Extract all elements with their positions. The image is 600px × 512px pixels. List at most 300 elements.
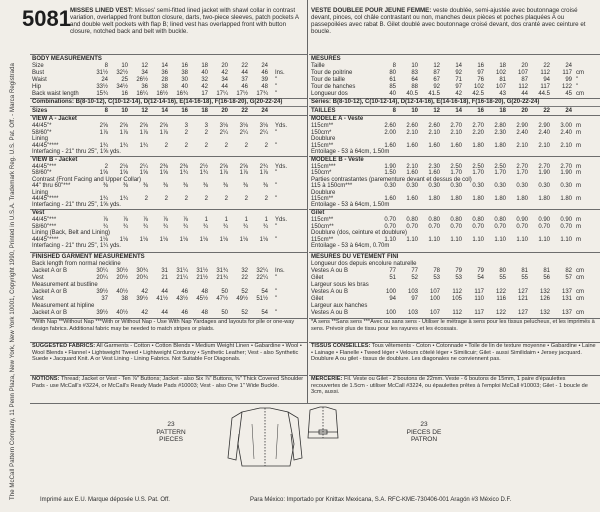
cell-value: 34 xyxy=(221,77,228,83)
cell-value: 1 xyxy=(224,217,228,223)
unit-label: m xyxy=(576,236,581,243)
cell-value: 87 xyxy=(521,77,528,83)
divider xyxy=(309,252,600,253)
cell-value: 17¾ xyxy=(256,91,268,97)
cell-value: 2 xyxy=(184,129,188,136)
cell-value: 1.10 xyxy=(406,236,418,243)
cell-value: 16¼ xyxy=(136,91,148,97)
cell-value: 2 xyxy=(204,196,208,202)
row-label: Tour de hanches xyxy=(311,84,356,90)
cell-value: 41½ xyxy=(156,296,168,302)
cell-value: ⅞ xyxy=(142,217,148,223)
cell-value: 1.60 xyxy=(450,142,462,149)
unit-label: " xyxy=(275,223,278,230)
cell-value: 83 xyxy=(411,70,418,76)
cell-value: 71 xyxy=(455,77,462,83)
cell-value: 0.80 xyxy=(472,217,484,223)
cell-value: 1¾ xyxy=(99,142,108,149)
cell-value: 16 xyxy=(181,63,188,69)
size-value: 12 xyxy=(141,108,148,114)
en-pieces-count: 23 xyxy=(167,421,175,428)
cell-value: 52 xyxy=(411,275,418,281)
cell-value: 47½ xyxy=(216,296,228,302)
row-label: 115cm** xyxy=(311,123,334,129)
cell-value: 1.80 xyxy=(472,142,484,149)
cell-value: 2.70 xyxy=(450,123,462,129)
cell-value: 1.10 xyxy=(560,236,572,243)
cell-value: 53 xyxy=(455,275,462,281)
row-label: Tour de taille xyxy=(311,77,346,83)
cell-value: 40 xyxy=(389,91,396,97)
cell-value: 1.10 xyxy=(494,236,506,243)
cell-value: ⅞ xyxy=(182,217,188,223)
cell-value: 2.60 xyxy=(406,123,418,129)
size-value: 14 xyxy=(161,108,168,114)
cell-value: 132 xyxy=(539,310,550,316)
row-label: Largeur aux hanches xyxy=(311,303,368,309)
cell-value: 51½ xyxy=(256,296,268,302)
cell-value: ⅞ xyxy=(162,217,168,223)
sizes-label: TAILLES xyxy=(311,108,336,114)
cell-value: 1.80 xyxy=(516,196,528,202)
cell-value: 55 xyxy=(499,275,506,281)
cell-value: 94 xyxy=(389,296,396,302)
cell-value: 2.40 xyxy=(538,129,550,136)
cell-value: 20½ xyxy=(116,275,128,281)
cell-value: 103 xyxy=(407,289,418,295)
cell-value: 2⅝ xyxy=(219,164,228,170)
cell-value: 0.70 xyxy=(538,223,550,230)
cell-value: 17 xyxy=(201,91,208,97)
sizes-label: Sizes xyxy=(32,108,48,114)
cell-value: 21¼ xyxy=(176,275,188,281)
unit-label: m xyxy=(576,223,581,230)
cell-value: 0.30 xyxy=(538,183,550,190)
size-value: 16 xyxy=(477,108,484,114)
cell-value: 117 xyxy=(562,70,572,76)
cell-value: 48 xyxy=(201,289,208,295)
cell-value: 2 xyxy=(204,129,208,136)
unit-label: " xyxy=(275,170,278,177)
cell-value: 1¾ xyxy=(119,196,128,202)
fr-sens-note: *A sens **Sans sens ***Avec ou sans sens - Utiliser le métrage à sens pour les tissus pelucheux, et les imprimés à sens. Prévoir plus de tissu pour les rayures et les écossais. xyxy=(311,319,595,332)
cell-value: 2.40 xyxy=(516,129,528,136)
fr-pieces-label: PIECES DE PATRON xyxy=(406,428,442,443)
cell-value: 54 xyxy=(261,310,268,316)
cell-value: 0.70 xyxy=(406,223,418,230)
cell-value: 1.90 xyxy=(538,170,550,177)
unit-label: Ins. xyxy=(275,268,285,274)
row-label: 44" thru 60"*** xyxy=(32,183,71,190)
cell-value: 78 xyxy=(433,268,440,274)
cell-value: 3 xyxy=(184,123,188,129)
cell-value: 112 xyxy=(540,70,550,76)
cell-value: 67 xyxy=(433,77,440,83)
unit-label: cm xyxy=(576,91,584,97)
unit-label: m xyxy=(576,183,581,190)
cell-value: 2.10 xyxy=(406,164,418,170)
cell-value: 30½ xyxy=(116,268,128,274)
row-label: Interfacing - 21" thru 25", 1⅝ yds. xyxy=(32,202,121,209)
cell-value: ¾ xyxy=(182,223,188,230)
cell-value: 107 xyxy=(495,84,506,90)
cell-value: 81 xyxy=(543,268,550,274)
cell-value: 26½ xyxy=(136,77,148,83)
size-value: 14 xyxy=(455,108,462,114)
unit-label: " xyxy=(275,196,278,202)
size-value: 10 xyxy=(121,108,128,114)
cell-value: 2.40 xyxy=(560,129,572,136)
cell-value: 14 xyxy=(161,63,168,69)
cell-value: 1.10 xyxy=(472,236,484,243)
cell-value: 1⅞ xyxy=(139,129,148,136)
cell-value: 82 xyxy=(565,268,572,274)
cell-value: 41.5 xyxy=(428,91,440,97)
cell-value: 1.60 xyxy=(428,170,440,177)
cell-value: 1⅛ xyxy=(259,236,268,243)
cell-value: 2.50 xyxy=(450,164,462,170)
divider xyxy=(309,54,600,55)
cell-value: 0.90 xyxy=(560,217,572,223)
unit-label: " xyxy=(576,84,579,90)
en-notions-title: NOTIONS: xyxy=(32,376,60,382)
row-label: Waist xyxy=(32,77,47,83)
cell-value: 2.10 xyxy=(406,129,418,136)
cell-value: 22 xyxy=(543,63,550,69)
cell-value: 48 xyxy=(261,84,268,90)
unit-label: cm xyxy=(576,268,584,274)
cell-value: 42.5 xyxy=(472,91,484,97)
cell-value: 54 xyxy=(261,289,268,295)
fr-modele-a-title: MODELE A - Veste xyxy=(311,116,364,122)
cell-value: 1.80 xyxy=(560,196,572,202)
unit-label: m xyxy=(576,123,581,129)
cell-value: 1.50 xyxy=(384,170,396,177)
cell-value: 16½ xyxy=(156,91,168,97)
cell-value: 45½ xyxy=(196,296,208,302)
row-label: Doublure xyxy=(311,189,336,196)
row-label: 115 à 150cm*** xyxy=(311,183,353,190)
cell-value: 2⅝ xyxy=(239,164,248,170)
row-label: 150cm** xyxy=(311,223,334,230)
cell-value: 33½ xyxy=(96,84,108,90)
cell-value: 20¼ xyxy=(96,275,108,281)
cell-value: 2.50 xyxy=(472,164,484,170)
cell-value: 48 xyxy=(201,310,208,316)
cell-value: 2.60 xyxy=(384,123,396,129)
cell-value: 2.70 xyxy=(560,164,572,170)
cell-value: 0.30 xyxy=(560,183,572,190)
cell-value: 1.90 xyxy=(560,170,572,177)
cell-value: 100 xyxy=(385,289,396,295)
cell-value: 2 xyxy=(224,196,228,202)
row-label: Lining xyxy=(32,136,49,142)
fr-tissus-block xyxy=(311,343,596,363)
cell-value: 77 xyxy=(411,268,418,274)
cell-value: 1⅛ xyxy=(239,236,248,243)
cell-value: ¾ xyxy=(242,223,248,230)
cell-value: 1 xyxy=(244,217,248,223)
fr-tissus-title: TISSUS CONSEILLES: xyxy=(311,343,371,349)
cell-value: 0.70 xyxy=(494,223,506,230)
cell-value: 1⅞ xyxy=(259,170,268,177)
row-label: Jacket A or B xyxy=(32,268,68,274)
cell-value: 0.80 xyxy=(450,217,462,223)
cell-value: 85 xyxy=(389,84,396,90)
row-label: Taille xyxy=(311,63,325,69)
cell-value: 1⅝ xyxy=(159,170,168,177)
row-label: 44/45"**** xyxy=(32,196,59,202)
row-label: 44/45"* xyxy=(32,123,52,129)
cell-value: 38 xyxy=(161,84,168,90)
cell-value: 0.70 xyxy=(516,223,528,230)
cell-value: 117 xyxy=(474,310,484,316)
row-label: 44/45"**** xyxy=(32,236,59,243)
cell-value: 2 xyxy=(144,196,148,202)
cell-value: 57 xyxy=(565,275,572,281)
cell-value: 97 xyxy=(477,70,484,76)
cell-value: 3⅛ xyxy=(259,123,268,129)
cell-value: 42 xyxy=(141,310,148,316)
cell-value: 8 xyxy=(392,63,396,69)
unit-label: " xyxy=(275,310,278,316)
cell-value: 54 xyxy=(477,275,484,281)
cell-value: 24 xyxy=(101,77,108,83)
row-label: Gilet xyxy=(311,296,324,302)
row-label: 44/45"**** xyxy=(32,142,59,149)
row-label: 115cm*** xyxy=(311,164,336,170)
divider xyxy=(309,209,600,210)
cell-value: 99 xyxy=(565,77,572,83)
cell-value: 20¾ xyxy=(136,275,148,281)
row-label: Doublure (dos, ceinture et doublure) xyxy=(311,230,408,237)
cell-value: 51 xyxy=(389,275,396,281)
cell-value: 38 xyxy=(181,70,188,76)
cell-value: 1¾ xyxy=(119,142,128,149)
cell-value: 32½ xyxy=(116,70,128,76)
cell-value: 94 xyxy=(543,77,550,83)
cell-value: 2.10 xyxy=(538,142,550,149)
en-nap-note: *With Nap **Without Nap ***With or Without Nap - Use With Nap Yardages and layouts for pile or one-way design fabrics. Additional fabric may be needed to match stripes or plaids. xyxy=(32,319,295,332)
row-label: Jacket A or B xyxy=(32,289,68,295)
row-label: Hip xyxy=(32,84,42,90)
cell-value: 97 xyxy=(455,84,462,90)
row-label: Lining (Back, Belt and Lining) xyxy=(32,230,111,237)
cell-value: 30¼ xyxy=(96,268,108,274)
fr-description-block xyxy=(311,7,596,35)
size-value: 24 xyxy=(565,108,572,114)
cell-value: 1⅞ xyxy=(219,170,228,177)
cell-value: 1.80 xyxy=(450,196,462,202)
unit-label: m xyxy=(576,129,581,136)
cell-value: 16 xyxy=(477,63,484,69)
cell-value: 2 xyxy=(224,142,228,149)
fr-description: veste doublée, semi-ajustée avec boutonnage croisé devant, pinces, col châle contrastant ou non, manches deux pièces et poches plaquées A ou passepoilées avec rabat B. Gilet doublé avec boutonnage croisé devant, dos cranté avec ceinture et boucle. xyxy=(311,7,586,35)
en-description-title: MISSES LINED VEST: xyxy=(70,7,133,14)
unit-label: " xyxy=(275,91,278,97)
cell-value: 2 xyxy=(184,142,188,149)
cell-value: 18 xyxy=(499,63,506,69)
cell-value: 31 xyxy=(161,268,168,274)
row-label: Back waist length xyxy=(32,91,79,97)
en-description-block xyxy=(70,7,302,35)
row-label: Interfacing - 21" thru 25", 1¼ yds. xyxy=(32,243,121,250)
cell-value: 0.30 xyxy=(406,183,418,190)
cell-value: 42 xyxy=(201,84,208,90)
unit-label: Yds. xyxy=(275,123,288,129)
cell-value: 1.60 xyxy=(384,142,396,149)
cell-value: 31½ xyxy=(96,70,108,76)
cell-value: 44 xyxy=(221,84,228,90)
size-value: 20 xyxy=(221,108,228,114)
cell-value: 45 xyxy=(565,91,572,97)
cell-value: 103 xyxy=(407,310,418,316)
cell-value: 100 xyxy=(385,310,396,316)
cell-value: 17½ xyxy=(236,91,248,97)
row-label: Longueur dos xyxy=(311,91,348,97)
en-description: Misses' semi-fitted lined jacket with shawl collar in contrast variation, overlapped front button closure, darts, two-piece sleeves, patch pockets A and double welt pockets with flap B; lined vest has overlapped front with button closure, notched back and belt with buckle. xyxy=(70,7,299,35)
cell-value: 1¾ xyxy=(99,196,108,202)
cell-value: 1¾ xyxy=(139,142,148,149)
cell-value: 0.30 xyxy=(384,183,396,190)
cell-value: 0.90 xyxy=(516,217,528,223)
row-label: Contrast (Front Facing and Upper Collar) xyxy=(32,176,142,183)
cell-value: 102 xyxy=(495,70,506,76)
cell-value: 1.60 xyxy=(384,196,396,202)
cell-value: 1⅞ xyxy=(119,129,128,136)
cell-value: 37 xyxy=(101,296,108,302)
row-label: 115cm** xyxy=(311,142,334,149)
cell-value: 76 xyxy=(477,77,484,83)
cell-value: 40 xyxy=(201,70,208,76)
cell-value: 53 xyxy=(433,275,440,281)
en-suggested: All Garments - Cotton • Cotton Blends • Medium Weight Linen • Gabardine • Wool • Wool Blends • Flannel • Lightweight Tweed • Lightweight Corduroy • Synthetic Leather; Vest - also Synthetic Suede • Jacquard Knit. A or Vest Lining - Lining Fabrics. Not Suitable For Diagonals. xyxy=(32,343,302,363)
cell-value: 3⅛ xyxy=(219,123,228,129)
cell-value: ⅜ xyxy=(102,183,108,190)
cell-value: ⅞ xyxy=(102,217,108,223)
cell-value: 16¾ xyxy=(176,91,188,97)
cell-value: 2.10 xyxy=(516,142,528,149)
cell-value: 2.10 xyxy=(450,129,462,136)
cell-value: 37 xyxy=(241,77,248,83)
cell-value: 1⅛ xyxy=(179,236,188,243)
cell-value: 1⅞ xyxy=(239,170,248,177)
cell-value: 132 xyxy=(539,289,550,295)
cell-value: 24 xyxy=(565,63,572,69)
unit-label: cm xyxy=(576,296,584,302)
cell-value: 20 xyxy=(521,63,528,69)
cell-value: 22 xyxy=(241,63,248,69)
cell-value: 10 xyxy=(121,63,128,69)
cell-value: 52 xyxy=(241,310,248,316)
cell-value: 55 xyxy=(521,275,528,281)
row-label: Entoilage - 53 à 64cm, 1.50m xyxy=(311,149,390,155)
cell-value: 40½ xyxy=(116,289,128,295)
cell-value: 1.80 xyxy=(494,142,506,149)
cell-value: 46 xyxy=(261,70,268,76)
cell-value: 46 xyxy=(181,289,188,295)
cell-value: 21 xyxy=(161,275,168,281)
cell-value: 1.10 xyxy=(450,236,462,243)
cell-value: 43½ xyxy=(176,296,188,302)
en-notions: Thread; Jacket or Vest - Ten ⅞" Buttons; Jacket - also Six ⅞" Buttons, ⅝" Thick Covered Shoulder Pads - use McCall's #3224, or McCall's Ready Made Pads #10003; Vest - also One 1" Wide Buckle. xyxy=(32,376,304,389)
size-value: 8 xyxy=(104,108,108,114)
cell-value: 50 xyxy=(221,310,228,316)
cell-value: 1.60 xyxy=(406,170,418,177)
cell-value: ⅜ xyxy=(122,183,128,190)
cell-value: ⅜ xyxy=(202,183,208,190)
row-label: Measurement at hipline xyxy=(32,303,95,309)
cell-value: 2¼ xyxy=(219,129,228,136)
cell-value: 1⅝ xyxy=(139,170,148,177)
cell-value: 112 xyxy=(518,84,528,90)
cell-value: 52 xyxy=(241,289,248,295)
cell-value: 2 xyxy=(164,196,168,202)
cell-value: ¾ xyxy=(142,223,148,230)
cell-value: 112 xyxy=(452,289,462,295)
cell-value: 137 xyxy=(561,310,572,316)
cell-value: 1⅞ xyxy=(159,129,168,136)
cell-value: 107 xyxy=(429,310,440,316)
unit-label: m xyxy=(576,217,581,223)
fr-series: Séries: B(8-10-12), C(10-12-14), D(12-14-16), E(14-16-18), F(16-18-20), G(20-22-24) xyxy=(311,99,540,105)
cell-value: 30¾ xyxy=(136,268,148,274)
row-label: 58/60"*** xyxy=(32,223,57,230)
cell-value: 107 xyxy=(429,289,440,295)
cell-value: 1.10 xyxy=(516,236,528,243)
cell-value: 38 xyxy=(121,296,128,302)
row-label: 115cm** xyxy=(311,236,334,243)
cell-value: 122 xyxy=(495,310,506,316)
unit-label: Yds. xyxy=(275,164,288,170)
cell-value: 127 xyxy=(517,310,528,316)
fr-mercerie-title: MERCERIE: xyxy=(311,376,343,382)
cell-value: 2.10 xyxy=(428,129,440,136)
cell-value: 2 xyxy=(264,142,268,149)
row-label: Vest xyxy=(32,296,44,302)
size-value: 16 xyxy=(181,108,188,114)
cell-value: 49½ xyxy=(236,296,248,302)
cell-value: ⅜ xyxy=(262,183,268,190)
size-value: 24 xyxy=(261,108,268,114)
unit-label: cm xyxy=(576,275,584,281)
unit-label: " xyxy=(275,84,278,90)
cell-value: 2½ xyxy=(199,164,208,170)
size-value: 8 xyxy=(392,108,396,114)
cell-value: 2⅜ xyxy=(179,164,188,170)
unit-label: cm xyxy=(576,289,584,295)
cell-value: 1.10 xyxy=(428,236,440,243)
size-value: 22 xyxy=(543,108,550,114)
column-divider xyxy=(307,0,308,403)
cell-value: 34 xyxy=(141,70,148,76)
cell-value: 36 xyxy=(141,84,148,90)
cell-value: 2 xyxy=(104,164,108,170)
fr-fini-title: MESURES DU VETEMENT FINI xyxy=(311,254,399,260)
cell-value: 32 xyxy=(241,268,248,274)
cell-value: 2⅜ xyxy=(159,164,168,170)
cell-value: 24 xyxy=(261,63,268,69)
en-pieces-label: PATTERN PIECES xyxy=(156,428,186,443)
cell-value: 1.70 xyxy=(472,170,484,177)
row-label: Entoilage - 53 à 64cm, 1.50m xyxy=(311,202,390,209)
cell-value: ⅜ xyxy=(222,183,228,190)
cell-value: 44 xyxy=(241,70,248,76)
cell-value: 0.90 xyxy=(538,217,550,223)
row-label: Tour de poitrine xyxy=(311,70,353,76)
cell-value: 1.80 xyxy=(428,196,440,202)
cell-value: 2 xyxy=(244,196,248,202)
